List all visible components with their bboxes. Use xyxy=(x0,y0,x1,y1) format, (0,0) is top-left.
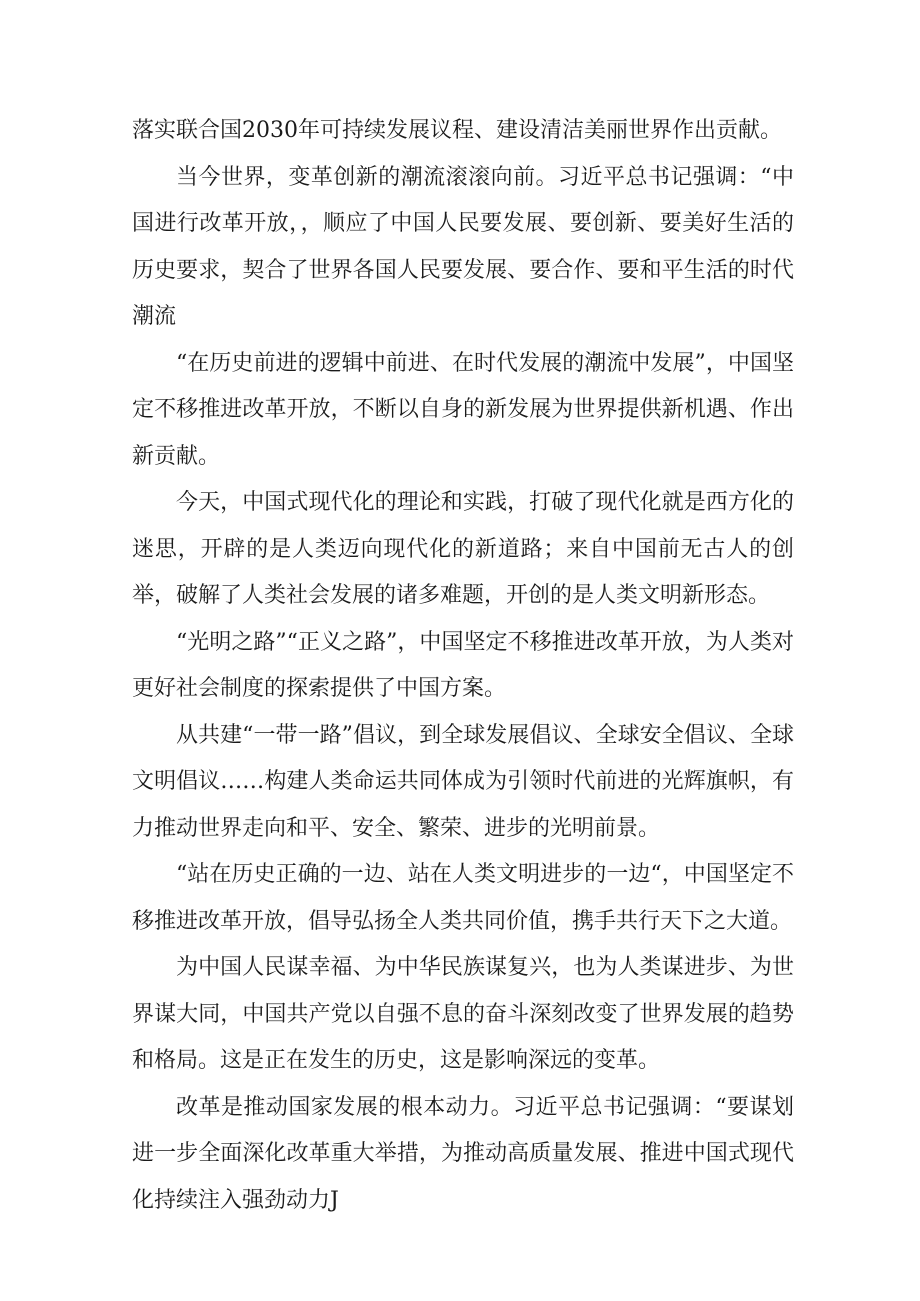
paragraph-5: “光明之路”“正义之路”，中国坚定不移推进改革开放，为人类对更好社会制度的探索提供了中国方案。 xyxy=(132,629,794,701)
paragraph-9: 改革是推动国家发展的根本动力。习近平总书记强调：“要谋划进一步全面深化改革重大举措，为推动高质量发展、推进中国式现代化持续注入强劲动力J xyxy=(132,1094,794,1213)
paragraph-4: 今天，中国式现代化的理论和实践，打破了现代化就是西方化的迷思，开辟的是人类迈向现代化的新道路；来自中国前无古人的创举，破解了人类社会发展的诸多难题，开创的是人类文明新形态。 xyxy=(132,490,794,608)
document-body xyxy=(132,108,794,1224)
paragraph-8: 为中国人民谋幸福、为中华民族谋复兴，也为人类谋进步、为世界谋大同，中国共产党以自强不息的奋斗深刻改变了世界发展的趋势和格局。这是正在发生的历史，这是影响深远的变革。 xyxy=(132,955,794,1073)
paragraph-6: 从共建“一带一路”倡议，到全球发展倡议、全球安全倡议、全球文明倡议……构建人类命运共同体成为引领时代前进的光辉旗帜，有力推动世界走向和平、安全、繁荣、进步的光明前景。 xyxy=(132,722,794,841)
paragraph-3: “在历史前进的逻辑中前进、在时代发展的潮流中发展”，中国坚定不移推进改革开放，不断以自身的新发展为世界提供新机遇、作出新贡献。 xyxy=(132,350,794,469)
paragraph-7: “站在历史正确的一边、站在人类文明进步的一边“，中国坚定不移推进改革开放，倡导弘扬全人类共同价值，携手共行天下之大道。 xyxy=(132,862,794,934)
paragraph-2: 当今世界，变革创新的潮流滚滚向前。习近平总书记强调：“中国进行改革开放，，顺应了中国人民要发展、要创新、要美好生活的历史要求，契合了世界各国人民要发展、要合作、要和平生活的时代潮流 xyxy=(132,164,794,329)
paragraph-1: 落实联合国2030年可持续发展议程、建设清洁美丽世界作出贡献。 xyxy=(132,118,782,143)
